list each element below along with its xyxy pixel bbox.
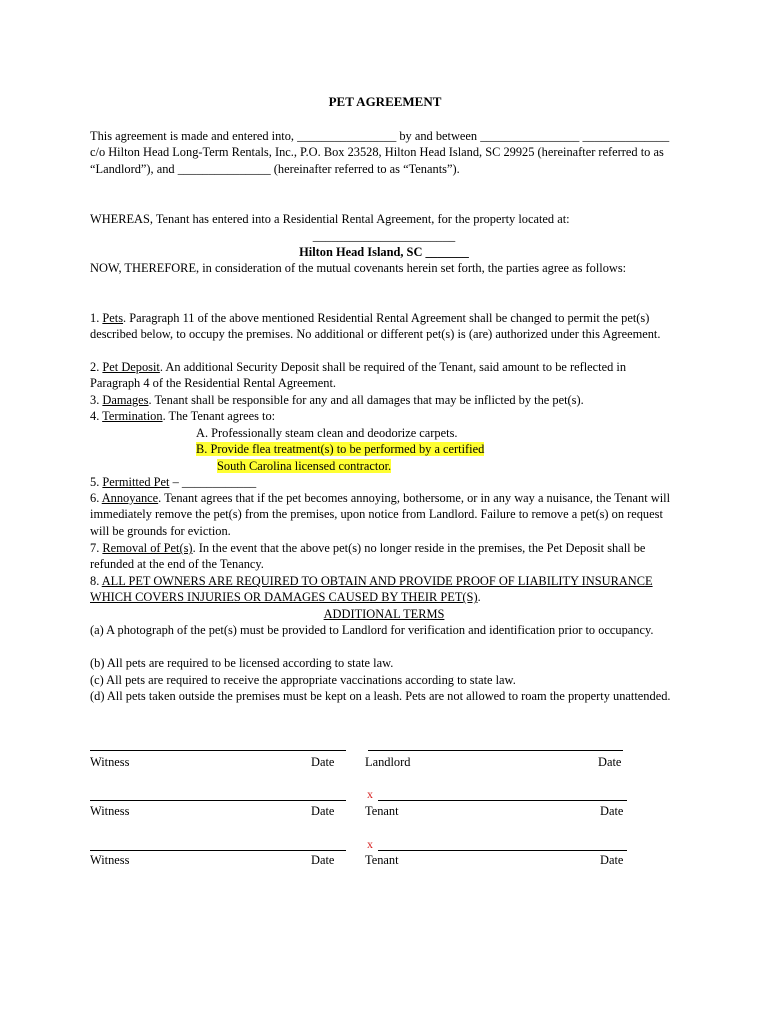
clause-heading: Removal of Pet(s) [102,541,193,555]
intro-text: by and between [396,129,481,143]
clause-text: . Tenant agrees that if the pet becomes annoying, bothersome, or in any way a nuisance, the Tenant will immediately remove the pet(s) from the premises, upon notice from Landlord. Failure to remove a pet(s) on request will be grounds for eviction. [90,491,671,538]
clause-removal [90,540,678,573]
clause-pets [90,310,678,343]
clause-annoyance [90,490,678,539]
clause-text: . Paragraph 11 of the above mentioned Residential Rental Agreement shall be changed to permit the pet(s) described below, to occupy the premises. No additional or different pet(s) is (are) authorized under this Agreement. [90,311,661,342]
clause-number: 3. [90,393,103,407]
tenant-label: Tenant [365,853,399,867]
witness-label: Witness [90,804,130,818]
additional-term-d: (d) All pets taken outside the premises must be kept on a leash. Pets are not allowed to roam the property unattended. [90,689,671,703]
document-title: PET AGREEMENT [328,94,442,109]
clause-heading: ALL PET OWNERS ARE REQUIRED TO OBTAIN AND PROVIDE PROOF OF LIABILITY INSURANCE WHICH COVERS INJURIES OR DAMAGES CAUSED BY THEIR PET(S) [90,574,653,605]
clause-number: 7. [90,541,103,555]
tenant-label: Tenant [365,804,399,818]
clause-text: . [477,590,481,605]
tenant-name-blank-2[interactable]: _______________ [177,161,271,176]
clause-insurance [90,573,678,606]
whereas-paragraph: WHEREAS, Tenant has entered into a Residential Rental Agreement, for the property located at: [90,212,570,226]
clause-number: 5. [90,475,103,489]
intro-text: (hereinafter referred to as “Tenants”). [270,161,460,176]
clause-heading: Annoyance [101,491,159,505]
termination-item-b-cont [90,458,770,474]
additional-term-a: (a) A photograph of the pet(s) must be provided to Landlord for verification and identification prior to occupancy. [90,623,654,637]
additional-terms-heading: ADDITIONAL TERMS [323,607,445,621]
tenant-signature-line-2[interactable] [378,850,627,851]
witness-label: Witness [90,853,130,867]
clause-pet-deposit [90,359,678,392]
now-therefore-paragraph: NOW, THEREFORE, in consideration of the mutual covenants herein set forth, the parties agree as follows: [90,261,627,275]
landlord-label: Landlord [365,755,411,769]
termination-item-b [90,441,770,457]
date-label: Date [311,853,335,867]
witness-signature-line-1[interactable] [90,750,346,751]
clause-heading: Pet Deposit [102,360,160,374]
date-label: Date [600,853,624,867]
clause-text: – [169,475,182,489]
clause-text: . An additional Security Deposit shall be required of the Tenant, said amount to be reflected in Paragraph 4 of the Residential Rental Agreement. [90,360,627,391]
clause-text: . Tenant shall be responsible for any and all damages that may be inflicted by the pet(s). [148,393,584,407]
tenant-signature-line-1[interactable] [378,800,627,801]
property-city-line: Hilton Head Island, SC _______ [299,245,469,259]
termination-item-a: A. Professionally steam clean and deodorize carpets. [196,426,458,440]
clause-text: . In the event that the above pet(s) no longer reside in the premises, the Pet Deposit shall be refunded at the end of the Tenancy. [90,541,646,572]
additional-term-b: (b) All pets are required to be licensed according to state law. [90,656,394,670]
clause-heading: Permitted Pet [102,475,170,489]
permitted-pet-blank[interactable]: ____________ [181,475,257,489]
clause-heading: Pets [102,311,124,325]
witness-signature-line-2[interactable] [90,800,346,801]
additional-term-c: (c) All pets are required to receive the appropriate vaccinations according to state law. [90,673,516,687]
witness-signature-line-3[interactable] [90,850,346,851]
clause-heading: Damages [102,393,149,407]
property-address-blank[interactable]: _______________________ [312,229,456,243]
intro-paragraph [90,128,678,177]
tenant-name-blank[interactable]: ________________ [480,129,580,143]
witness-label: Witness [90,755,130,769]
clause-damages [90,392,678,408]
highlighted-text: South Carolina licensed contractor. [217,459,392,473]
signature-x-marker: x [367,837,373,851]
date-label: Date [311,755,335,769]
clause-number: 1. [90,311,103,325]
clause-number: 4. [90,409,103,423]
clause-text: . The Tenant agrees to: [162,409,276,423]
date-label: Date [311,804,335,818]
clause-permitted-pet [90,474,678,490]
clause-number: 2. [90,360,103,374]
landlord-signature-line[interactable] [368,750,623,751]
clause-number: 6. [90,491,102,505]
date-label: Date [600,804,624,818]
intro-text: ______________ c/o Hilton Head Long-Term Rentals, Inc., P.O. Box 23528, Hilton Head Island, SC 29925 (hereinafter referred to as “Landlord”), and [90,129,670,176]
intro-text: This agreement is made and entered into, [90,129,298,143]
date-label: Date [598,755,622,769]
agreement-date-blank[interactable]: ________________ [297,129,397,143]
clause-number: 8. [90,574,102,588]
clause-heading: Termination [102,409,163,423]
signature-x-marker: x [367,787,373,801]
highlighted-text: B. Provide flea treatment(s) to be performed by a certified [196,442,485,456]
clause-termination [90,408,678,424]
